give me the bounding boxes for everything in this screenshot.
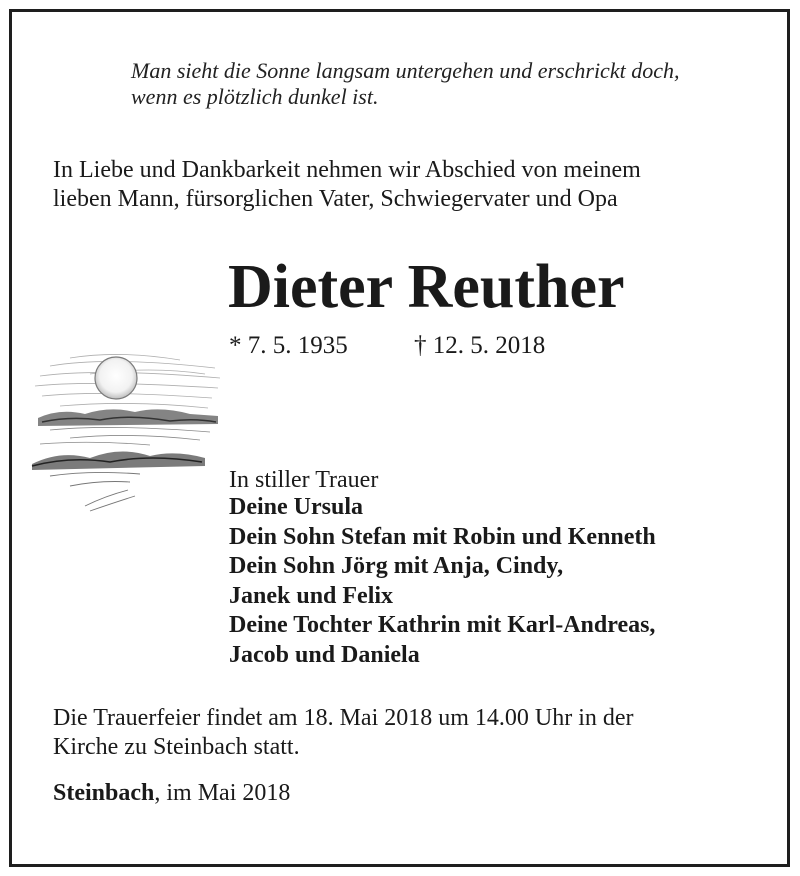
ceremony-line-2: Kirche zu Steinbach statt.: [53, 734, 300, 760]
mourner-line: Deine Tochter Kathrin mit Karl-Andreas,: [229, 612, 656, 638]
closing-date: , im Mai 2018: [154, 780, 291, 806]
deceased-name: Dieter Reuther: [228, 253, 625, 321]
motto-line-1: Man sieht die Sonne langsam untergehen und erschrickt doch,: [131, 58, 680, 83]
mourner-line: Jacob und Daniela: [229, 641, 420, 668]
sunset-landscape-illustration: [30, 346, 225, 516]
intro-line-2: lieben Mann, fürsorglichen Vater, Schwiegervater und Opa: [53, 186, 618, 212]
mourners-list: [229, 493, 656, 670]
mourner-line: Janek und Felix: [229, 582, 394, 609]
place-name: Steinbach: [53, 780, 155, 806]
ceremony-info: [53, 704, 634, 762]
intro-line-1: In Liebe und Dankbarkeit nehmen wir Abschied von meinem: [53, 157, 641, 183]
mourner-line: Dein Sohn Jörg mit Anja, Cindy,: [229, 553, 564, 579]
death-date: † 12. 5. 2018: [414, 332, 546, 359]
birth-date: * 7. 5. 1935: [229, 332, 348, 359]
place-and-date: [53, 779, 290, 808]
mourners-heading: In stiller Trauer: [229, 467, 379, 493]
ceremony-line-1: Die Trauerfeier findet am 18. Mai 2018 um 14.00 Uhr in der: [53, 705, 634, 731]
motto-quote: [131, 58, 771, 110]
mourner-line: Dein Sohn Stefan mit Robin und Kenneth: [229, 523, 656, 550]
motto-line-2: wenn es plötzlich dunkel ist.: [131, 84, 379, 109]
intro-text: [53, 156, 783, 214]
mourner-line: Deine Ursula: [229, 494, 363, 520]
